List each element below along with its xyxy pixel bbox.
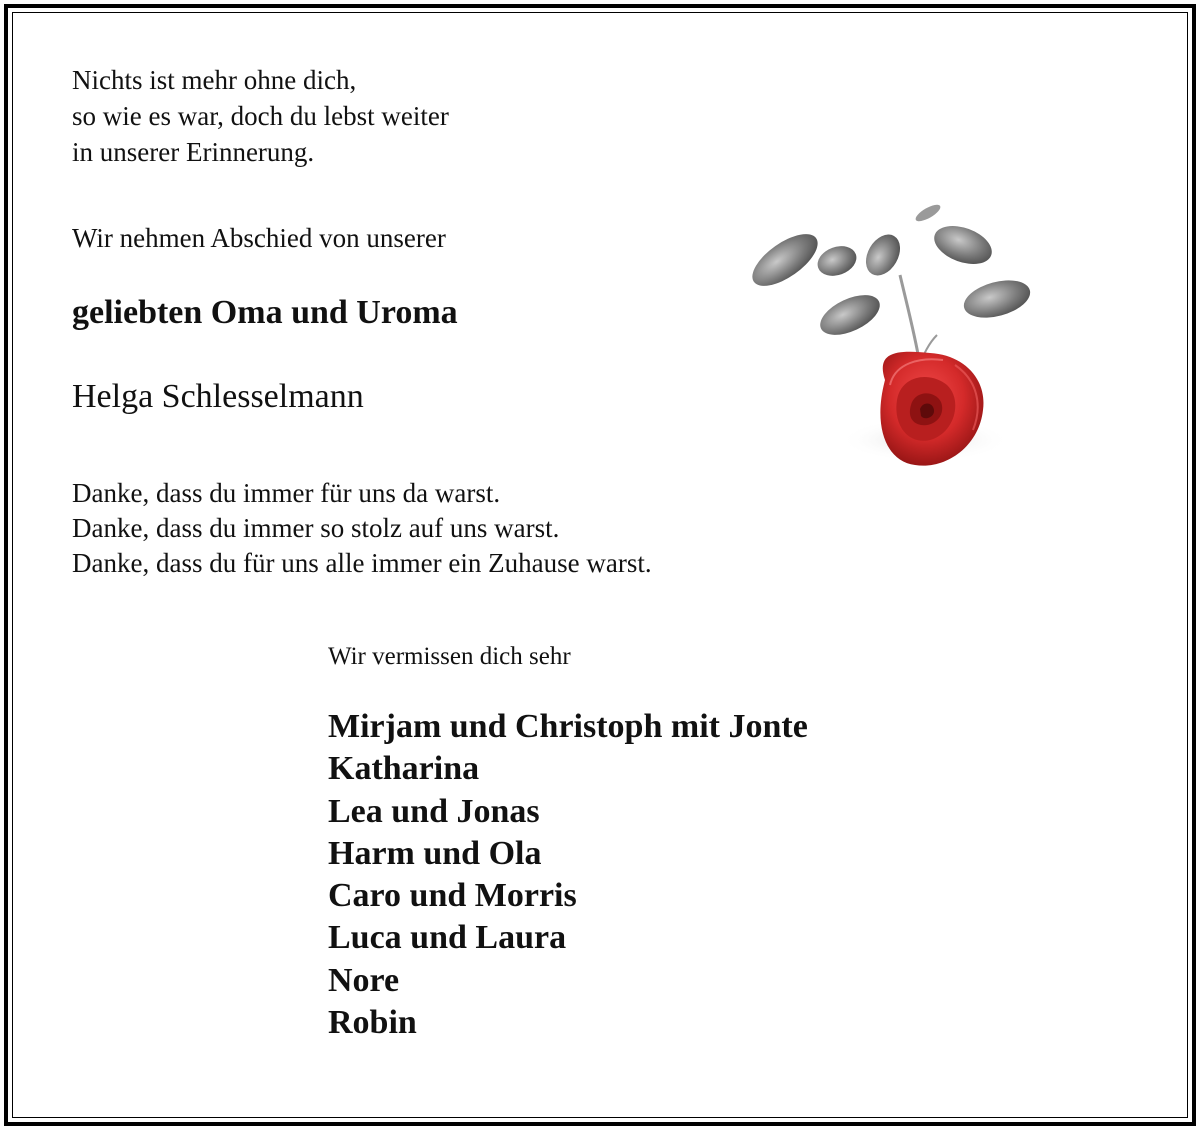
thanks-line: Danke, dass du immer für uns da warst. — [72, 478, 501, 508]
thanks-line: Danke, dass du immer so stolz auf uns warst. — [72, 513, 560, 543]
poem-line: so wie es war, doch du lebst weiter — [72, 101, 449, 131]
signers-list — [328, 706, 808, 1044]
signer-name: Nore — [328, 961, 400, 999]
signer-name: Mirjam und Christoph mit Jonte — [328, 708, 808, 745]
relation-heading: geliebten Oma und Uroma — [72, 294, 458, 331]
opening-poem — [72, 62, 449, 170]
deceased-name: Helga Schlesselmann — [72, 378, 364, 415]
signer-name: Harm und Ola — [328, 834, 542, 872]
red-rose-icon — [715, 185, 1075, 475]
signer-name: Lea und Jonas — [328, 792, 540, 830]
signer-name: Robin — [328, 1004, 417, 1042]
poem-line: Nichts ist mehr ohne dich, — [72, 65, 357, 95]
poem-line: in unserer Erinnerung. — [72, 137, 315, 167]
signer-name: Katharina — [328, 750, 480, 788]
thanks-line: Danke, dass du für uns alle immer ein Zuhause warst. — [72, 548, 652, 578]
closing-line: Wir vermissen dich sehr — [328, 643, 571, 670]
thanks-text — [72, 476, 652, 581]
signer-name: Luca und Laura — [328, 919, 567, 957]
signer-name: Caro und Morris — [328, 877, 577, 915]
farewell-intro: Wir nehmen Abschied von unserer — [72, 223, 446, 253]
